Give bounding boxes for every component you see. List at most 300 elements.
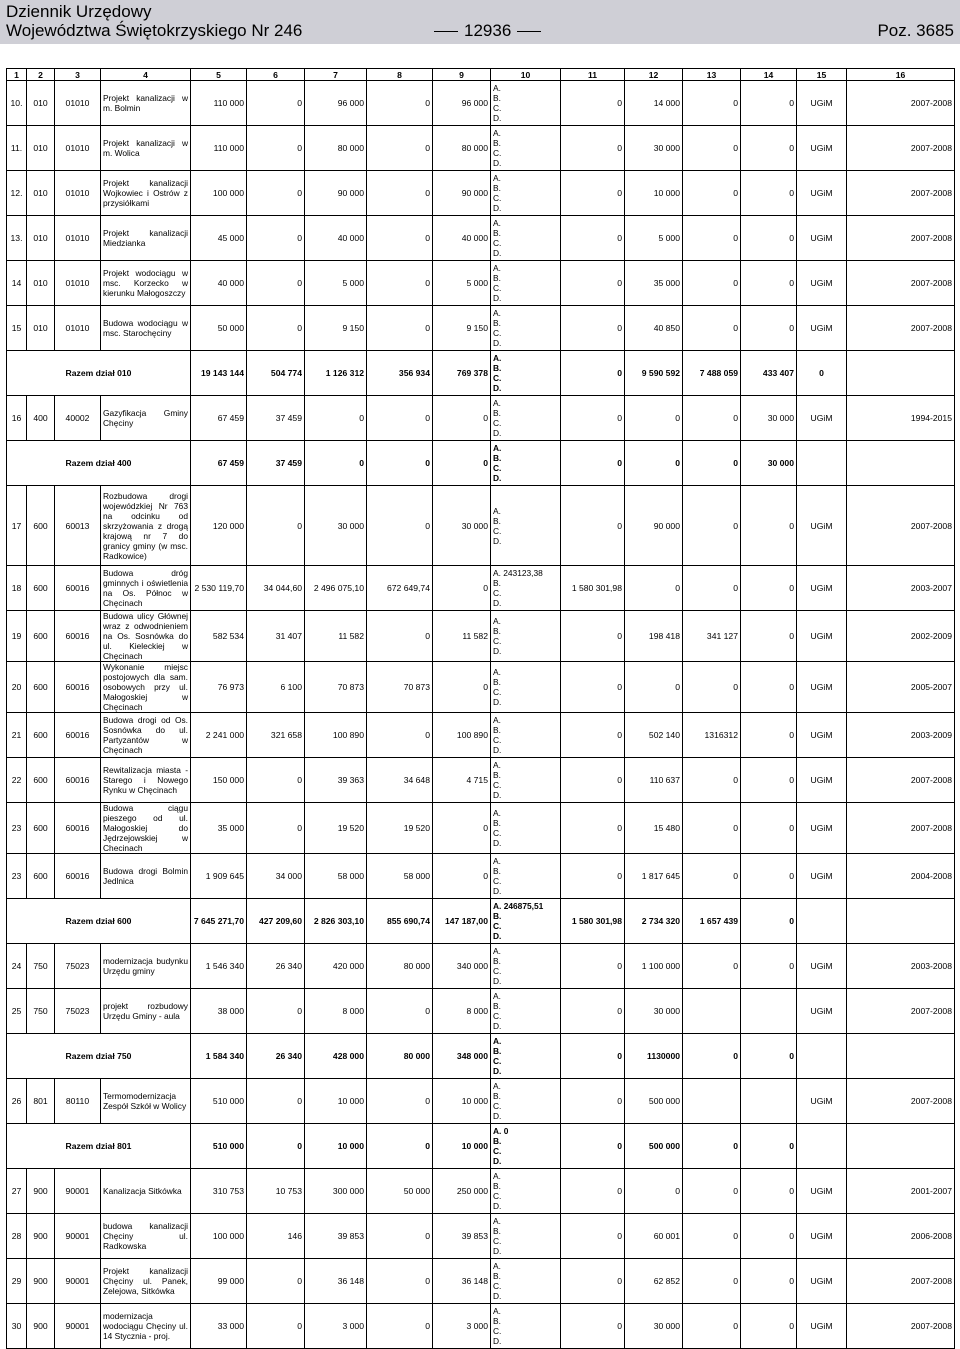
amount-year-2010 [683,1079,741,1124]
implementation-period: 2005-2007 [847,662,955,713]
amount-year-2009: 9 590 592 [625,351,683,396]
loans: 10 000 [433,1124,491,1169]
own-funds: 19 520 [367,803,433,854]
implementation-period [847,1034,955,1079]
chapter-code: 60016 [55,803,101,854]
executing-unit: UGiM [797,1079,847,1124]
executing-unit: UGiM [797,216,847,261]
amount-later: 433 407 [741,351,797,396]
funding-sources-abcd: A. B. C. D. [491,944,561,989]
chapter-code: 60016 [55,662,101,713]
amount-year-2008: 0 [561,1124,625,1169]
column-header: 4 [101,69,191,81]
total-cost: 1 546 340 [191,944,247,989]
item-number: 10. [7,81,27,126]
amount-year-2008: 0 [561,758,625,803]
section-code: 750 [27,989,55,1034]
amount-later [741,1079,797,1124]
amount-later: 0 [741,1034,797,1079]
amount-year-2008: 1 580 301,98 [561,899,625,944]
item-number: 23 [7,803,27,854]
loans: 0 [433,854,491,899]
amount-year-2009: 0 [625,441,683,486]
task-name: Budowa drogi od Os. Sosnówka do ul. Partyzantów w Chęcinach [101,713,191,758]
executing-unit: UGiM [797,1304,847,1349]
section-code: 010 [27,81,55,126]
task-name: Projekt wodociągu w msc. Korzecko w kierunku Małogoszczy [101,261,191,306]
funding-sources-abcd: A. 246875,51 B. C. D. [491,899,561,944]
amount-year-2009: 502 140 [625,713,683,758]
task-name: Budowa ciągu pieszego od ul. Małogoskiej do Jędrzejowskiej w Checinach [101,803,191,854]
executing-unit: UGiM [797,1214,847,1259]
amount-year-2008: 0 [561,1259,625,1304]
item-number: 25 [7,989,27,1034]
implementation-period: 2007-2008 [847,171,955,216]
funding-sources-abcd: A. B. C. D. [491,758,561,803]
task-name: Budowa ulicy Głównej wraz z odwodnieniem na Os. Sosnówka do ul. Kieleckiej w Chęcinach [101,611,191,662]
incurred-expense: 0 [247,171,305,216]
chapter-code: 60016 [55,758,101,803]
loans: 340 000 [433,944,491,989]
table-row [7,1169,955,1214]
amount-year-2010: 0 [683,441,741,486]
loans: 147 187,00 [433,899,491,944]
incurred-expense: 37 459 [247,396,305,441]
implementation-period: 2007-2008 [847,306,955,351]
item-number: 18 [7,566,27,611]
table-row [7,1079,955,1124]
table-row [7,126,955,171]
total-cost: 100 000 [191,171,247,216]
implementation-period: 2007-2008 [847,261,955,306]
own-funds: 80 000 [367,1034,433,1079]
item-number: 22 [7,758,27,803]
table-row [7,1304,955,1349]
chapter-code: 60016 [55,713,101,758]
executing-unit: UGiM [797,854,847,899]
loans: 90 000 [433,171,491,216]
total-cost: 19 143 144 [191,351,247,396]
incurred-expense: 26 340 [247,1034,305,1079]
item-number: 29 [7,1259,27,1304]
own-funds: 0 [367,1304,433,1349]
planned-total: 30 000 [305,486,367,566]
amount-year-2009: 110 637 [625,758,683,803]
item-number: 26 [7,1079,27,1124]
implementation-period: 2006-2008 [847,1214,955,1259]
own-funds: 672 649,74 [367,566,433,611]
item-number: 20 [7,662,27,713]
table-body [7,81,955,1349]
task-name: Kanalizacja Sitkówka [101,1169,191,1214]
table-row [7,944,955,989]
amount-year-2010: 0 [683,944,741,989]
amount-year-2010: 7 488 059 [683,351,741,396]
incurred-expense: 0 [247,486,305,566]
planned-total: 11 582 [305,611,367,662]
incurred-expense: 0 [247,216,305,261]
total-cost: 40 000 [191,261,247,306]
amount-year-2008: 0 [561,989,625,1034]
table-row [7,758,955,803]
executing-unit [797,1034,847,1079]
executing-unit: UGiM [797,758,847,803]
own-funds: 0 [367,1259,433,1304]
amount-later: 0 [741,899,797,944]
task-name: budowa kanalizacji Chęciny ul. Radkowska [101,1214,191,1259]
incurred-expense: 504 774 [247,351,305,396]
total-cost: 67 459 [191,396,247,441]
amount-later: 0 [741,1259,797,1304]
item-number: 27 [7,1169,27,1214]
amount-year-2008: 1 580 301,98 [561,566,625,611]
incurred-expense: 0 [247,803,305,854]
incurred-expense: 0 [247,1124,305,1169]
amount-year-2009: 0 [625,662,683,713]
chapter-code: 01010 [55,171,101,216]
funding-sources-abcd: A. B. C. D. [491,1034,561,1079]
amount-year-2009: 5 000 [625,216,683,261]
amount-year-2010: 0 [683,662,741,713]
item-number: 19 [7,611,27,662]
amount-year-2009: 15 480 [625,803,683,854]
amount-year-2008: 0 [561,803,625,854]
own-funds: 0 [367,611,433,662]
incurred-expense: 34 044,60 [247,566,305,611]
section-code: 010 [27,261,55,306]
executing-unit: UGiM [797,261,847,306]
planned-total: 0 [305,441,367,486]
section-code: 600 [27,713,55,758]
chapter-code: 75023 [55,989,101,1034]
funding-sources-abcd: A. B. C. D. [491,126,561,171]
own-funds: 0 [367,441,433,486]
executing-unit [797,441,847,486]
loans: 0 [433,803,491,854]
total-row [7,441,955,486]
planned-total: 40 000 [305,216,367,261]
column-header: 8 [367,69,433,81]
funding-sources-abcd: A. B. C. D. [491,171,561,216]
implementation-period [847,1124,955,1169]
amount-year-2009: 40 850 [625,306,683,351]
own-funds: 80 000 [367,944,433,989]
section-code: 010 [27,306,55,351]
implementation-period: 2001-2007 [847,1169,955,1214]
total-label: Razem dział 801 [7,1124,191,1169]
voivodeship-issue: Województwa Świętokrzyskiego Nr 246 [6,21,303,40]
loans: 36 148 [433,1259,491,1304]
loans: 5 000 [433,261,491,306]
funding-sources-abcd: A. B. C. D. [491,1079,561,1124]
planned-total: 58 000 [305,854,367,899]
executing-unit [797,1124,847,1169]
loans: 3 000 [433,1304,491,1349]
own-funds: 0 [367,1214,433,1259]
section-code: 900 [27,1304,55,1349]
loans: 11 582 [433,611,491,662]
total-cost: 76 973 [191,662,247,713]
total-cost: 50 000 [191,306,247,351]
item-number: 24 [7,944,27,989]
implementation-period: 2007-2008 [847,758,955,803]
task-name: Rewitalizacja miasta - Starego i Nowego Rynku w Chęcinach [101,758,191,803]
column-header: 6 [247,69,305,81]
funding-sources-abcd: A. B. C. D. [491,486,561,566]
total-row [7,899,955,944]
table-row [7,989,955,1034]
executing-unit: UGiM [797,171,847,216]
implementation-period: 2007-2008 [847,81,955,126]
amount-year-2009: 0 [625,566,683,611]
chapter-code: 40002 [55,396,101,441]
funding-sources-abcd: A. 243123,38 B. C. D. [491,566,561,611]
section-code: 010 [27,171,55,216]
incurred-expense: 0 [247,1259,305,1304]
section-code: 801 [27,1079,55,1124]
amount-later: 0 [741,1169,797,1214]
amount-later: 0 [741,611,797,662]
amount-later: 0 [741,1304,797,1349]
own-funds: 0 [367,396,433,441]
amount-later: 0 [741,803,797,854]
column-header: 12 [625,69,683,81]
amount-year-2010: 0 [683,486,741,566]
incurred-expense: 146 [247,1214,305,1259]
implementation-period: 2004-2008 [847,854,955,899]
loans: 96 000 [433,81,491,126]
amount-year-2009: 30 000 [625,989,683,1034]
executing-unit: UGiM [797,662,847,713]
implementation-period [847,351,955,396]
item-number: 12. [7,171,27,216]
planned-total: 1 126 312 [305,351,367,396]
implementation-period: 2007-2008 [847,1304,955,1349]
item-number: 21 [7,713,27,758]
amount-later: 0 [741,486,797,566]
funding-sources-abcd: A. B. C. D. [491,396,561,441]
amount-year-2009: 1 100 000 [625,944,683,989]
executing-unit: UGiM [797,81,847,126]
executing-unit: UGiM [797,713,847,758]
investment-table [6,68,955,1349]
position-number: Poz. 3685 [877,21,954,40]
funding-sources-abcd: A. B. C. D. [491,441,561,486]
total-row [7,1034,955,1079]
funding-sources-abcd: A. B. C. D. [491,611,561,662]
item-number: 13. [7,216,27,261]
implementation-period: 2003-2009 [847,713,955,758]
own-funds: 0 [367,261,433,306]
funding-sources-abcd: A. B. C. D. [491,989,561,1034]
loans: 39 853 [433,1214,491,1259]
section-code: 900 [27,1169,55,1214]
own-funds: 0 [367,486,433,566]
amount-year-2009: 2 734 320 [625,899,683,944]
planned-total: 70 873 [305,662,367,713]
task-name: Projekt kanalizacji Chęciny ul. Panek, Zelejowa, Sitkówka [101,1259,191,1304]
table-row [7,566,955,611]
table-row [7,662,955,713]
loans: 80 000 [433,126,491,171]
funding-sources-abcd: A. B. C. D. [491,1304,561,1349]
amount-later: 0 [741,854,797,899]
total-label: Razem dział 400 [7,441,191,486]
funding-sources-abcd: A. B. C. D. [491,854,561,899]
executing-unit: UGiM [797,803,847,854]
implementation-period: 1994-2015 [847,396,955,441]
amount-year-2010: 0 [683,1169,741,1214]
total-cost: 582 534 [191,611,247,662]
executing-unit: UGiM [797,566,847,611]
incurred-expense: 0 [247,306,305,351]
amount-year-2009: 62 852 [625,1259,683,1304]
implementation-period [847,441,955,486]
funding-sources-abcd: A. B. C. D. [491,216,561,261]
incurred-expense: 321 658 [247,713,305,758]
implementation-period: 2007-2008 [847,216,955,261]
table-row [7,306,955,351]
amount-year-2010: 0 [683,81,741,126]
column-header-row [7,69,955,81]
column-header: 2 [27,69,55,81]
total-row [7,351,955,396]
item-number: 11. [7,126,27,171]
incurred-expense: 427 209,60 [247,899,305,944]
incurred-expense: 0 [247,1079,305,1124]
planned-total: 2 826 303,10 [305,899,367,944]
planned-total: 0 [305,396,367,441]
amount-year-2008: 0 [561,1079,625,1124]
executing-unit: UGiM [797,989,847,1034]
planned-total: 2 496 075,10 [305,566,367,611]
amount-year-2008: 0 [561,126,625,171]
funding-sources-abcd: A. B. C. D. [491,713,561,758]
amount-year-2010 [683,989,741,1034]
total-cost: 38 000 [191,989,247,1034]
column-header: 3 [55,69,101,81]
incurred-expense: 0 [247,989,305,1034]
executing-unit: UGiM [797,1259,847,1304]
section-code: 600 [27,611,55,662]
amount-later: 0 [741,261,797,306]
implementation-period: 2007-2008 [847,1079,955,1124]
task-name: Gazyfikacja Gminy Chęciny [101,396,191,441]
loans: 4 715 [433,758,491,803]
amount-later: 0 [741,713,797,758]
amount-year-2010: 0 [683,803,741,854]
implementation-period: 2007-2008 [847,1259,955,1304]
amount-year-2009: 14 000 [625,81,683,126]
planned-total: 10 000 [305,1079,367,1124]
chapter-code: 60016 [55,566,101,611]
amount-later: 0 [741,216,797,261]
chapter-code: 01010 [55,261,101,306]
total-row [7,1124,955,1169]
amount-year-2010: 0 [683,566,741,611]
task-name: Budowa dróg gminnych i oświetlenia na Os. Północ w Chęcinach [101,566,191,611]
table-row [7,1214,955,1259]
amount-year-2009: 35 000 [625,261,683,306]
loans: 769 378 [433,351,491,396]
own-funds: 0 [367,171,433,216]
executing-unit [797,899,847,944]
section-code: 600 [27,854,55,899]
funding-sources-abcd: A. B. C. D. [491,662,561,713]
amount-year-2009: 30 000 [625,126,683,171]
amount-year-2010: 0 [683,171,741,216]
amount-later: 0 [741,662,797,713]
amount-year-2008: 0 [561,396,625,441]
amount-later: 0 [741,1214,797,1259]
amount-later: 30 000 [741,396,797,441]
incurred-expense: 6 100 [247,662,305,713]
item-number: 23 [7,854,27,899]
planned-total: 9 150 [305,306,367,351]
own-funds: 356 934 [367,351,433,396]
amount-year-2010: 1316312 [683,713,741,758]
loans: 0 [433,566,491,611]
implementation-period: 2007-2008 [847,803,955,854]
own-funds: 0 [367,81,433,126]
amount-year-2010: 0 [683,1259,741,1304]
column-header: 11 [561,69,625,81]
implementation-period: 2003-2007 [847,566,955,611]
section-code: 750 [27,944,55,989]
incurred-expense: 0 [247,1304,305,1349]
amount-year-2009: 1 817 645 [625,854,683,899]
section-code: 900 [27,1214,55,1259]
task-name: Termomodernizacja Zespół Szkół w Wolicy [101,1079,191,1124]
chapter-code: 90001 [55,1259,101,1304]
executing-unit: UGiM [797,306,847,351]
loans: 100 890 [433,713,491,758]
task-name: Projekt kanalizacji Wojkowiec i Ostrów z przysiółkami [101,171,191,216]
item-number: 15 [7,306,27,351]
table-row [7,216,955,261]
implementation-period [847,899,955,944]
planned-total: 8 000 [305,989,367,1034]
chapter-code: 01010 [55,81,101,126]
total-label: Razem dział 750 [7,1034,191,1079]
page-number: 12936 [428,21,547,41]
executing-unit: UGiM [797,486,847,566]
incurred-expense: 31 407 [247,611,305,662]
planned-total: 3 000 [305,1304,367,1349]
amount-year-2009: 30 000 [625,1304,683,1349]
item-number: 14 [7,261,27,306]
column-header: 1 [7,69,27,81]
incurred-expense: 0 [247,261,305,306]
own-funds: 0 [367,126,433,171]
column-header: 14 [741,69,797,81]
loans: 0 [433,441,491,486]
total-cost: 7 645 271,70 [191,899,247,944]
total-cost: 310 753 [191,1169,247,1214]
amount-year-2008: 0 [561,306,625,351]
funding-sources-abcd: A. B. C. D. [491,1259,561,1304]
section-code: 600 [27,803,55,854]
loans: 9 150 [433,306,491,351]
task-name: Projekt kanalizacji Miedzianka [101,216,191,261]
own-funds: 0 [367,306,433,351]
total-cost: 33 000 [191,1304,247,1349]
amount-year-2008: 0 [561,486,625,566]
table-row [7,396,955,441]
planned-total: 39 363 [305,758,367,803]
total-cost: 1 584 340 [191,1034,247,1079]
amount-year-2008: 0 [561,81,625,126]
